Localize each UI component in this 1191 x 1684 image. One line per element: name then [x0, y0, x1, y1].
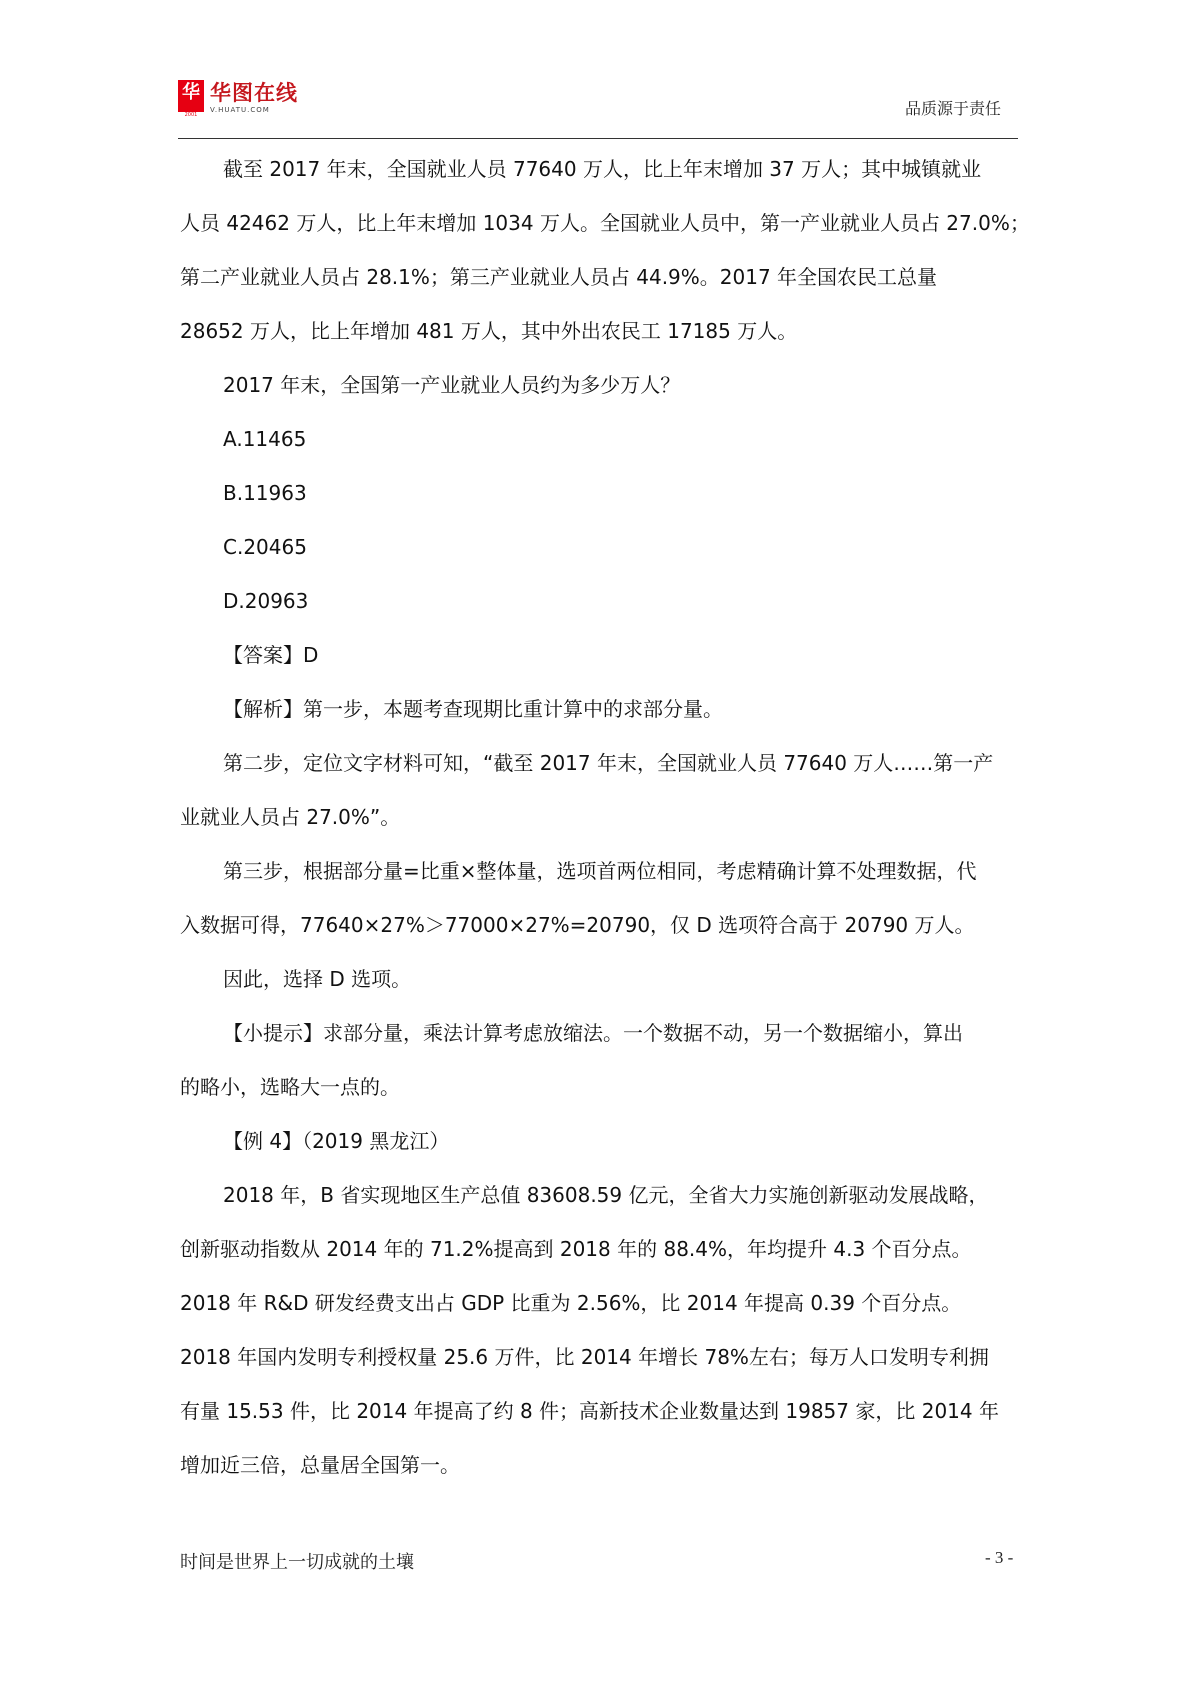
example-line-1: 2018 年，B 省实现地区生产总值 83608.59 亿元，全省大力实施创新驱动发展战略，	[223, 1183, 989, 1207]
material-line-4: 28652 万人，比上年增加 481 万人，其中外出农民工 17185 万人。	[180, 319, 798, 343]
example-line-2: 创新驱动指数从 2014 年的 71.2%提高到 2018 年的 88.4%，年均提升 4.3 个百分点。	[180, 1237, 972, 1261]
example-line-5: 有量 15.53 件，比 2014 年提高了约 8 件；高新技术企业数量达到 19857 家，比 2014 年	[180, 1399, 999, 1423]
analysis-step-2-cont: 业就业人员占 27.0%”。	[180, 805, 401, 829]
conclusion: 因此，选择 D 选项。	[223, 967, 412, 991]
example-line-6: 增加近三倍，总量居全国第一。	[180, 1453, 460, 1477]
option-c: C.20465	[223, 535, 307, 559]
material-line-2: 人员 42462 万人，比上年末增加 1034 万人。全国就业人员中，第一产业就业人员占 27.0%；	[180, 211, 1030, 235]
huatu-logo	[178, 80, 318, 120]
question-text: 2017 年末，全国第一产业就业人员约为多少万人？	[223, 373, 681, 397]
tip: 【小提示】求部分量，乘法计算考虑放缩法。一个数据不动，另一个数据缩小，算出	[223, 1021, 963, 1045]
analysis-step-3-cont: 入数据可得，77640×27%＞77000×27%=20790，仅 D 选项符合高于 20790 万人。	[180, 913, 975, 937]
option-b: B.11963	[223, 481, 307, 505]
tip-cont: 的略小，选略大一点的。	[180, 1075, 400, 1099]
example-line-3: 2018 年 R&D 研发经费支出占 GDP 比重为 2.56%，比 2014 年提高 0.39 个百分点。	[180, 1291, 962, 1315]
option-d: D.20963	[223, 589, 309, 613]
page-number: - 3 -	[985, 1548, 1014, 1567]
analysis-step-2: 第二步，定位文字材料可知，“截至 2017 年末，全国就业人员 77640 万人……第一产	[223, 751, 994, 775]
example-line-4: 2018 年国内发明专利授权量 25.6 万件，比 2014 年增长 78%左右；每万人口发明专利拥	[180, 1345, 989, 1369]
analysis-step-1: 【解析】第一步，本题考查现期比重计算中的求部分量。	[223, 697, 723, 721]
footer-motto: 时间是世界上一切成就的土壤	[180, 1552, 414, 1573]
answer: 【答案】D	[223, 643, 319, 667]
document-body	[180, 142, 1060, 1492]
logo-url: V.HUATU.COM	[210, 106, 270, 114]
logo-since: SINCE 2001	[183, 106, 199, 118]
option-a: A.11465	[223, 427, 307, 451]
analysis-step-3: 第三步，根据部分量=比重×整体量，选项首两位相同，考虑精确计算不处理数据，代	[223, 859, 977, 883]
logo-mark: 华	[178, 80, 204, 112]
header-slogan: 品质源于责任	[904, 99, 1001, 118]
header-divider	[178, 138, 1018, 139]
material-line-1: 截至 2017 年末，全国就业人员 77640 万人，比上年末增加 37 万人；其中城镇就业	[223, 157, 982, 181]
logo-name: 华图在线	[210, 81, 298, 105]
material-line-3: 第二产业就业人员占 28.1%；第三产业就业人员占 44.9%。2017 年全国农民工总量	[180, 265, 938, 289]
example-heading: 【例 4】（2019 黑龙江）	[223, 1129, 450, 1153]
